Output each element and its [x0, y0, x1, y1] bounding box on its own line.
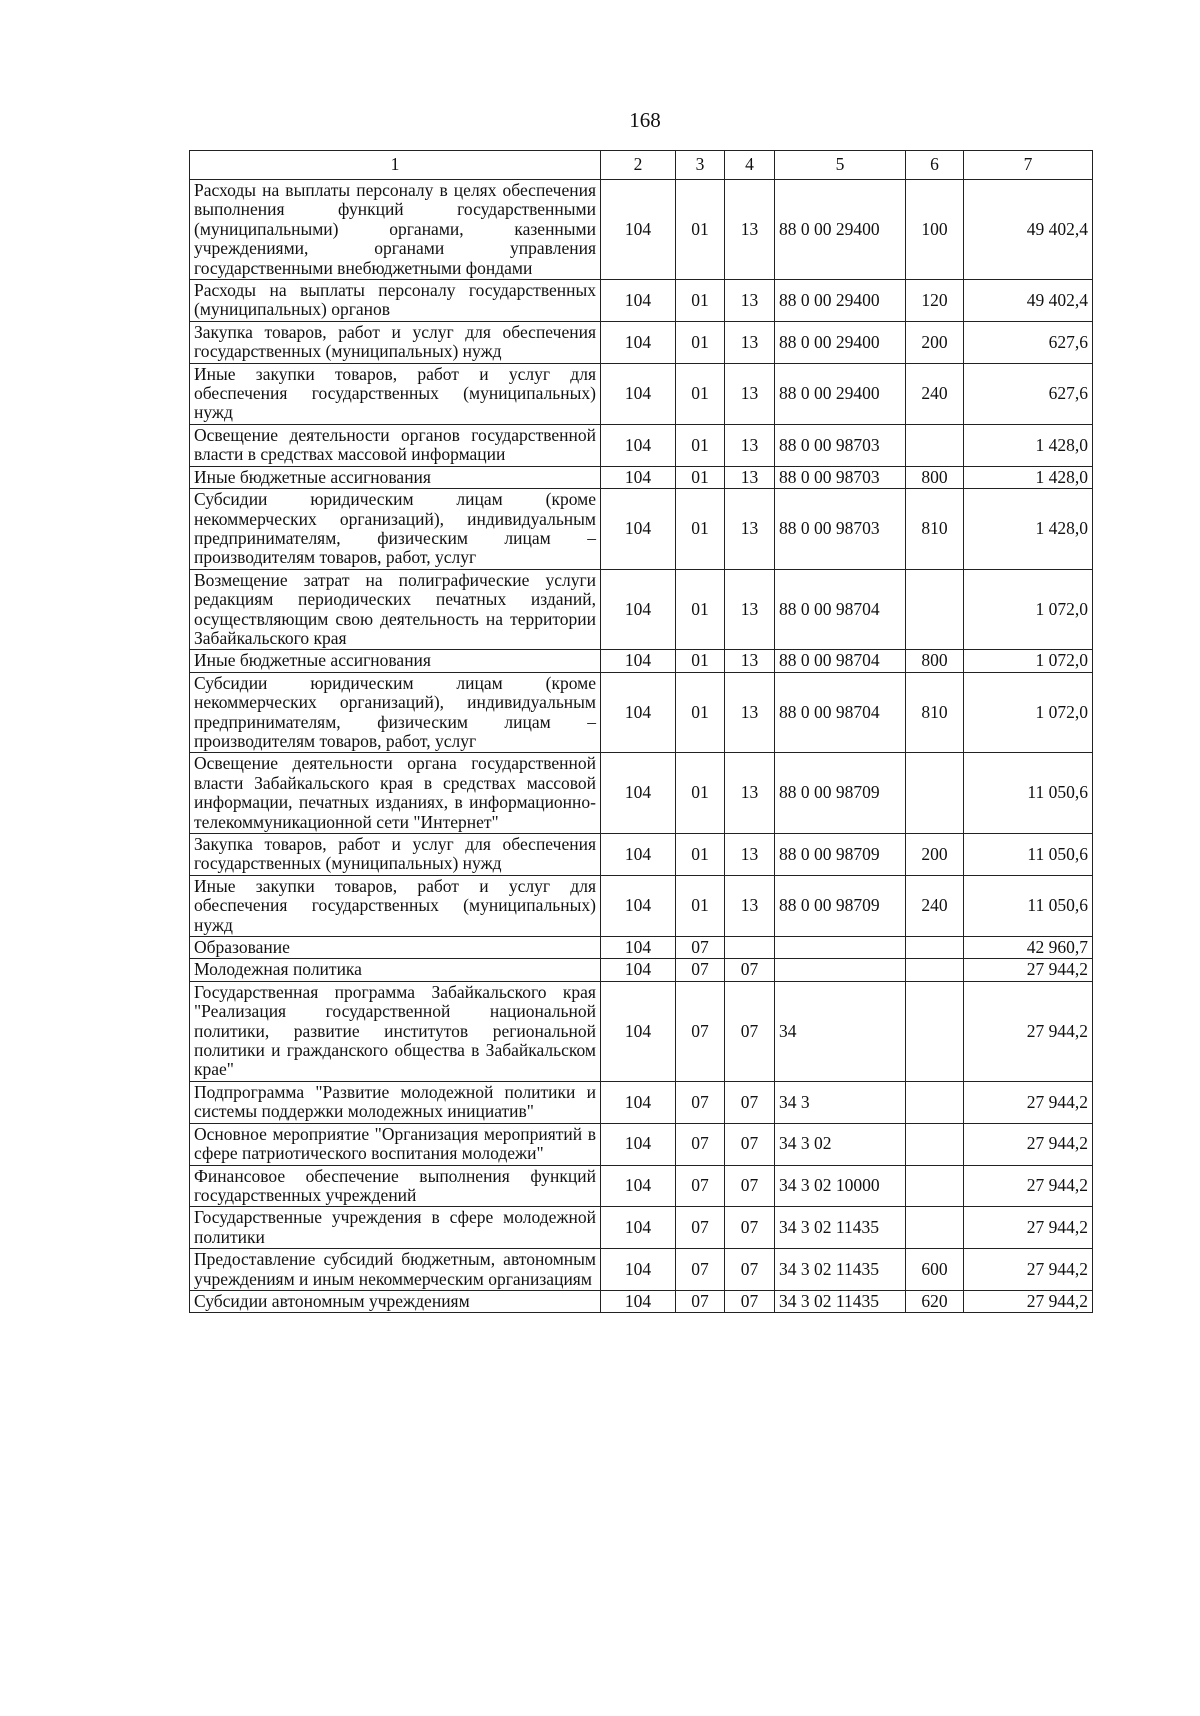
header-cell-col1: 1 [190, 151, 601, 180]
subsection-code-cell: 07 [725, 1081, 775, 1123]
expense-name-cell: Возмещение затрат на полиграфические услуги редакциям периодических печатных изданий, осуществляющим свою деятельность на территории Забайкальского края [190, 569, 601, 650]
table-row [190, 981, 1093, 1081]
admin-code-cell: 104 [601, 180, 676, 280]
expense-type-cell [906, 1123, 964, 1165]
section-code-cell: 01 [676, 875, 725, 936]
table-row [190, 280, 1093, 322]
target-article-cell: 88 0 00 98704 [775, 672, 906, 753]
section-code-cell: 07 [676, 1207, 725, 1249]
target-article-cell: 88 0 00 98704 [775, 569, 906, 650]
subsection-code-cell: 07 [725, 981, 775, 1081]
target-article-cell: 34 3 02 11435 [775, 1249, 906, 1291]
expense-type-cell [906, 937, 964, 959]
amount-cell: 11 050,6 [964, 834, 1093, 876]
admin-code-cell: 104 [601, 1165, 676, 1207]
expense-name-cell: Освещение деятельности органа государственной власти Забайкальского края в средствах массовой информации, печатных изданиях, в информационно-телекоммуникационной сети "Интернет" [190, 753, 601, 834]
table-row [190, 1123, 1093, 1165]
subsection-code-cell: 13 [725, 569, 775, 650]
target-article-cell: 88 0 00 29400 [775, 321, 906, 363]
table-row [190, 424, 1093, 466]
target-article-cell: 88 0 00 29400 [775, 180, 906, 280]
target-article-cell: 34 3 02 11435 [775, 1290, 906, 1312]
subsection-code-cell: 07 [725, 1207, 775, 1249]
expense-type-cell: 800 [906, 466, 964, 488]
admin-code-cell: 104 [601, 650, 676, 672]
section-code-cell: 01 [676, 280, 725, 322]
amount-cell: 42 960,7 [964, 937, 1093, 959]
subsection-code-cell [725, 937, 775, 959]
page-number: 168 [629, 108, 661, 132]
header-cell-col3: 3 [676, 151, 725, 180]
expense-type-cell: 600 [906, 1249, 964, 1291]
expense-name-cell: Субсидии автономным учреждениям [190, 1290, 601, 1312]
amount-cell: 1 428,0 [964, 424, 1093, 466]
table-row [190, 937, 1093, 959]
expense-name-cell: Государственная программа Забайкальского края "Реализация государственной национальной политики, развитие институтов региональной политики и гражданского общества в Забайкальском крае" [190, 981, 601, 1081]
expense-type-cell [906, 959, 964, 981]
table-row [190, 466, 1093, 488]
section-code-cell: 01 [676, 650, 725, 672]
section-code-cell: 07 [676, 1123, 725, 1165]
target-article-cell: 88 0 00 29400 [775, 363, 906, 424]
admin-code-cell: 104 [601, 875, 676, 936]
amount-cell: 27 944,2 [964, 1207, 1093, 1249]
amount-cell: 27 944,2 [964, 959, 1093, 981]
amount-cell: 627,6 [964, 321, 1093, 363]
amount-cell: 27 944,2 [964, 981, 1093, 1081]
expense-name-cell: Финансовое обеспечение выполнения функций государственных учреждений [190, 1165, 601, 1207]
subsection-code-cell: 07 [725, 959, 775, 981]
section-code-cell: 01 [676, 424, 725, 466]
expense-name-cell: Расходы на выплаты персоналу государственных (муниципальных) органов [190, 280, 601, 322]
expense-type-cell: 240 [906, 363, 964, 424]
amount-cell: 27 944,2 [964, 1290, 1093, 1312]
amount-cell: 27 944,2 [964, 1165, 1093, 1207]
expense-type-cell [906, 981, 964, 1081]
table-row [190, 1207, 1093, 1249]
table-row [190, 489, 1093, 570]
target-article-cell: 88 0 00 29400 [775, 280, 906, 322]
header-cell-col7: 7 [964, 151, 1093, 180]
subsection-code-cell: 07 [725, 1165, 775, 1207]
amount-cell: 27 944,2 [964, 1123, 1093, 1165]
admin-code-cell: 104 [601, 489, 676, 570]
section-code-cell: 01 [676, 489, 725, 570]
expense-name-cell: Государственные учреждения в сфере молодежной политики [190, 1207, 601, 1249]
admin-code-cell: 104 [601, 569, 676, 650]
subsection-code-cell: 13 [725, 363, 775, 424]
target-article-cell: 34 3 [775, 1081, 906, 1123]
subsection-code-cell: 07 [725, 1123, 775, 1165]
table-row [190, 321, 1093, 363]
expense-type-cell: 810 [906, 489, 964, 570]
target-article-cell: 34 [775, 981, 906, 1081]
subsection-code-cell: 07 [725, 1290, 775, 1312]
subsection-code-cell: 13 [725, 753, 775, 834]
table-row [190, 650, 1093, 672]
admin-code-cell: 104 [601, 834, 676, 876]
section-code-cell: 07 [676, 959, 725, 981]
expense-name-cell: Расходы на выплаты персоналу в целях обеспечения выполнения функций государственными (муниципальными) органами, казенными учреждениями, органами управления государственными внебюджетными фондами [190, 180, 601, 280]
target-article-cell: 88 0 00 98704 [775, 650, 906, 672]
target-article-cell [775, 959, 906, 981]
expense-name-cell: Иные закупки товаров, работ и услуг для обеспечения государственных (муниципальных) нужд [190, 363, 601, 424]
amount-cell: 1 428,0 [964, 489, 1093, 570]
table-row [190, 959, 1093, 981]
table-row [190, 1249, 1093, 1291]
admin-code-cell: 104 [601, 363, 676, 424]
amount-cell: 627,6 [964, 363, 1093, 424]
admin-code-cell: 104 [601, 672, 676, 753]
expense-name-cell: Освещение деятельности органов государственной власти в средствах массовой информации [190, 424, 601, 466]
expense-type-cell [906, 424, 964, 466]
header-cell-col6: 6 [906, 151, 964, 180]
table-row [190, 1290, 1093, 1312]
admin-code-cell: 104 [601, 753, 676, 834]
target-article-cell: 88 0 00 98703 [775, 489, 906, 570]
amount-cell: 49 402,4 [964, 180, 1093, 280]
subsection-code-cell: 13 [725, 321, 775, 363]
target-article-cell: 88 0 00 98709 [775, 875, 906, 936]
target-article-cell: 88 0 00 98709 [775, 753, 906, 834]
section-code-cell: 07 [676, 1249, 725, 1291]
table-row [190, 1081, 1093, 1123]
table-row [190, 180, 1093, 280]
subsection-code-cell: 07 [725, 1249, 775, 1291]
amount-cell: 1 428,0 [964, 466, 1093, 488]
expense-name-cell: Подпрограмма "Развитие молодежной политики и системы поддержки молодежных инициатив" [190, 1081, 601, 1123]
section-code-cell: 01 [676, 466, 725, 488]
table-row [190, 569, 1093, 650]
expense-name-cell: Иные бюджетные ассигнования [190, 466, 601, 488]
expense-type-cell: 120 [906, 280, 964, 322]
expense-name-cell: Закупка товаров, работ и услуг для обеспечения государственных (муниципальных) нужд [190, 834, 601, 876]
section-code-cell: 01 [676, 180, 725, 280]
target-article-cell: 34 3 02 [775, 1123, 906, 1165]
admin-code-cell: 104 [601, 1249, 676, 1291]
expense-name-cell: Молодежная политика [190, 959, 601, 981]
amount-cell: 1 072,0 [964, 569, 1093, 650]
expense-type-cell: 200 [906, 834, 964, 876]
section-code-cell: 07 [676, 1290, 725, 1312]
expense-name-cell: Иные бюджетные ассигнования [190, 650, 601, 672]
amount-cell: 27 944,2 [964, 1081, 1093, 1123]
subsection-code-cell: 13 [725, 834, 775, 876]
subsection-code-cell: 13 [725, 180, 775, 280]
expense-name-cell: Основное мероприятие "Организация мероприятий в сфере патриотического воспитания молодежи" [190, 1123, 601, 1165]
admin-code-cell: 104 [601, 1290, 676, 1312]
table-row [190, 1165, 1093, 1207]
table-row [190, 875, 1093, 936]
expense-name-cell: Субсидии юридическим лицам (кроме некоммерческих организаций), индивидуальным предпринимателям, физическим лицам – производителям товаров, работ, услуг [190, 489, 601, 570]
section-code-cell: 01 [676, 753, 725, 834]
expense-type-cell [906, 569, 964, 650]
target-article-cell [775, 937, 906, 959]
amount-cell: 11 050,6 [964, 875, 1093, 936]
admin-code-cell: 104 [601, 959, 676, 981]
expense-name-cell: Образование [190, 937, 601, 959]
admin-code-cell: 104 [601, 1081, 676, 1123]
expense-name-cell: Иные закупки товаров, работ и услуг для обеспечения государственных (муниципальных) нужд [190, 875, 601, 936]
section-code-cell: 07 [676, 1081, 725, 1123]
subsection-code-cell: 13 [725, 280, 775, 322]
expense-type-cell: 100 [906, 180, 964, 280]
admin-code-cell: 104 [601, 321, 676, 363]
target-article-cell: 88 0 00 98709 [775, 834, 906, 876]
table-row [190, 672, 1093, 753]
admin-code-cell: 104 [601, 981, 676, 1081]
expense-type-cell: 240 [906, 875, 964, 936]
expense-name-cell: Предоставление субсидий бюджетным, автономным учреждениям и иным некоммерческим организациям [190, 1249, 601, 1291]
subsection-code-cell: 13 [725, 466, 775, 488]
budget-table [189, 150, 1093, 1313]
amount-cell: 11 050,6 [964, 753, 1093, 834]
section-code-cell: 01 [676, 672, 725, 753]
expense-type-cell: 810 [906, 672, 964, 753]
expense-type-cell: 800 [906, 650, 964, 672]
section-code-cell: 07 [676, 1165, 725, 1207]
admin-code-cell: 104 [601, 937, 676, 959]
admin-code-cell: 104 [601, 466, 676, 488]
table-row [190, 363, 1093, 424]
expense-type-cell: 200 [906, 321, 964, 363]
section-code-cell: 01 [676, 363, 725, 424]
target-article-cell: 88 0 00 98703 [775, 424, 906, 466]
expense-type-cell [906, 1081, 964, 1123]
expense-name-cell: Субсидии юридическим лицам (кроме некоммерческих организаций), индивидуальным предпринимателям, физическим лицам – производителям товаров, работ, услуг [190, 672, 601, 753]
expense-type-cell [906, 753, 964, 834]
expense-type-cell [906, 1165, 964, 1207]
target-article-cell: 34 3 02 11435 [775, 1207, 906, 1249]
section-code-cell: 01 [676, 569, 725, 650]
admin-code-cell: 104 [601, 1207, 676, 1249]
admin-code-cell: 104 [601, 424, 676, 466]
table-row [190, 753, 1093, 834]
table-body [190, 151, 1093, 1313]
subsection-code-cell: 13 [725, 672, 775, 753]
subsection-code-cell: 13 [725, 424, 775, 466]
table-header-row [190, 151, 1093, 180]
table-row [190, 834, 1093, 876]
amount-cell: 27 944,2 [964, 1249, 1093, 1291]
header-cell-col4: 4 [725, 151, 775, 180]
header-cell-col2: 2 [601, 151, 676, 180]
amount-cell: 1 072,0 [964, 650, 1093, 672]
amount-cell: 49 402,4 [964, 280, 1093, 322]
expense-name-cell: Закупка товаров, работ и услуг для обеспечения государственных (муниципальных) нужд [190, 321, 601, 363]
amount-cell: 1 072,0 [964, 672, 1093, 753]
admin-code-cell: 104 [601, 1123, 676, 1165]
subsection-code-cell: 13 [725, 650, 775, 672]
target-article-cell: 34 3 02 10000 [775, 1165, 906, 1207]
subsection-code-cell: 13 [725, 489, 775, 570]
section-code-cell: 07 [676, 937, 725, 959]
expense-type-cell: 620 [906, 1290, 964, 1312]
section-code-cell: 07 [676, 981, 725, 1081]
section-code-cell: 01 [676, 834, 725, 876]
target-article-cell: 88 0 00 98703 [775, 466, 906, 488]
expense-type-cell [906, 1207, 964, 1249]
admin-code-cell: 104 [601, 280, 676, 322]
header-cell-col5: 5 [775, 151, 906, 180]
subsection-code-cell: 13 [725, 875, 775, 936]
section-code-cell: 01 [676, 321, 725, 363]
